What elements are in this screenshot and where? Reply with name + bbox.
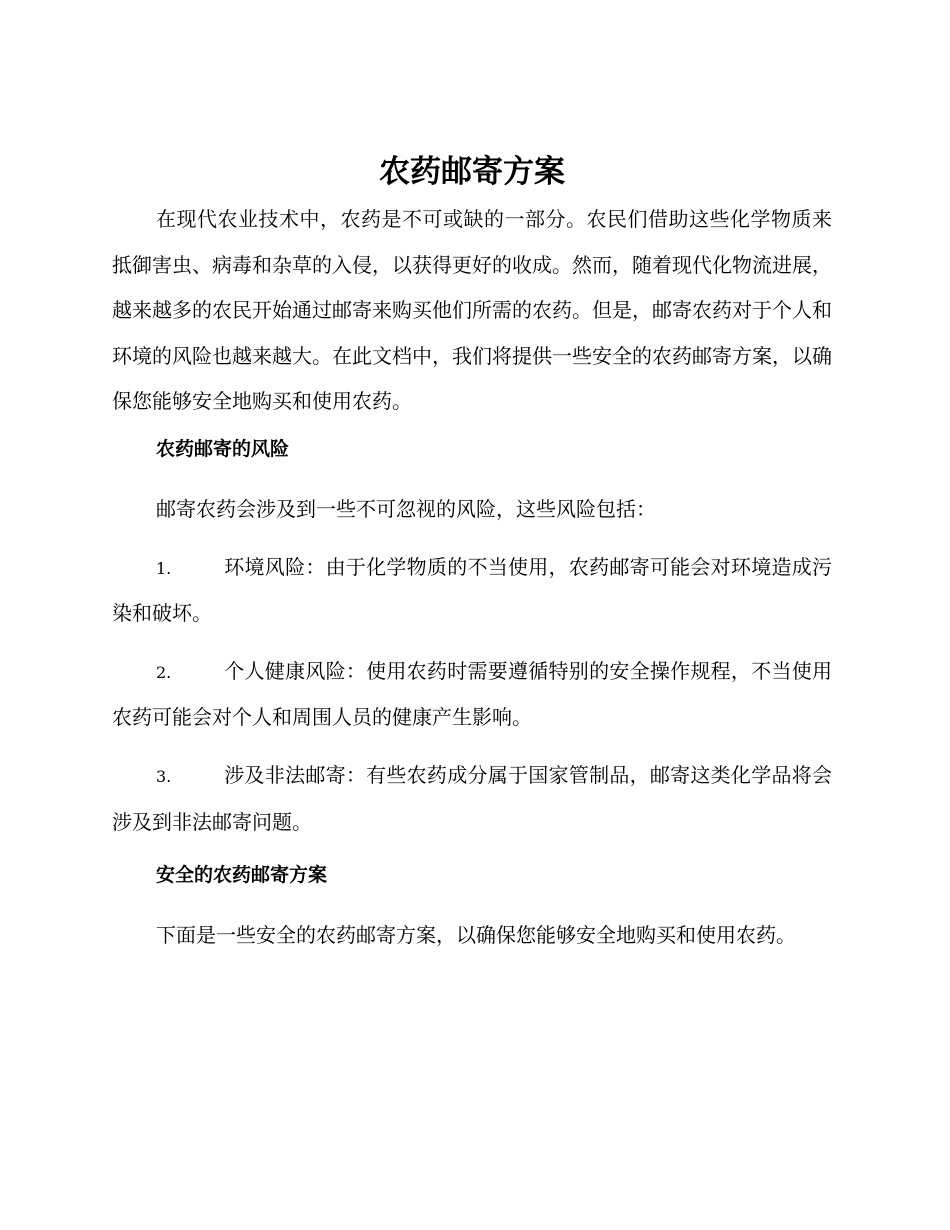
risks-lead-paragraph: 邮寄农药会涉及到一些不可忽视的风险，这些风险包括： <box>156 496 656 521</box>
section-heading-safe-plans: 安全的农药邮寄方案 <box>156 864 328 887</box>
list-item <box>112 649 832 741</box>
list-item-number: 2. <box>156 662 172 682</box>
document-page <box>112 148 832 959</box>
list-item-text: 个人健康风险：使用农药时需要遵循特别的安全操作规程，不当使用农药可能会对个人和周围人员的健康产生影响。 <box>112 658 832 730</box>
section-heading-risks: 农药邮寄的风险 <box>156 437 290 460</box>
list-item-text: 涉及非法邮寄：有些农药成分属于国家管制品，邮寄这类化学品将会涉及到非法邮寄问题。 <box>112 762 832 834</box>
list-item-number: 1. <box>156 558 172 578</box>
list-item <box>112 753 832 845</box>
list-item-text: 环境风险：由于化学物质的不当使用，农药邮寄可能会对环境造成污染和破坏。 <box>112 554 832 626</box>
safe-plans-lead-paragraph: 下面是一些安全的农药邮寄方案，以确保您能够安全地购买和使用农药。 <box>156 923 796 948</box>
list-item-number: 3. <box>156 766 172 786</box>
list-item <box>112 545 832 637</box>
document-title: 农药邮寄方案 <box>379 154 565 190</box>
intro-paragraph: 在现代农业技术中，农药是不可或缺的一部分。农民们借助这些化学物质来抵御害虫、病毒和杂草的入侵，以获得更好的收成。然而，随着现代化物流进展，越来越多的农民开始通过邮寄来购买他们所需的农药。但是，邮寄农药对于个人和环境的风险也越来越大。在此文档中，我们将提供一些安全的农药邮寄方案，以确保您能够安全地购买和使用农药。 <box>112 207 832 414</box>
